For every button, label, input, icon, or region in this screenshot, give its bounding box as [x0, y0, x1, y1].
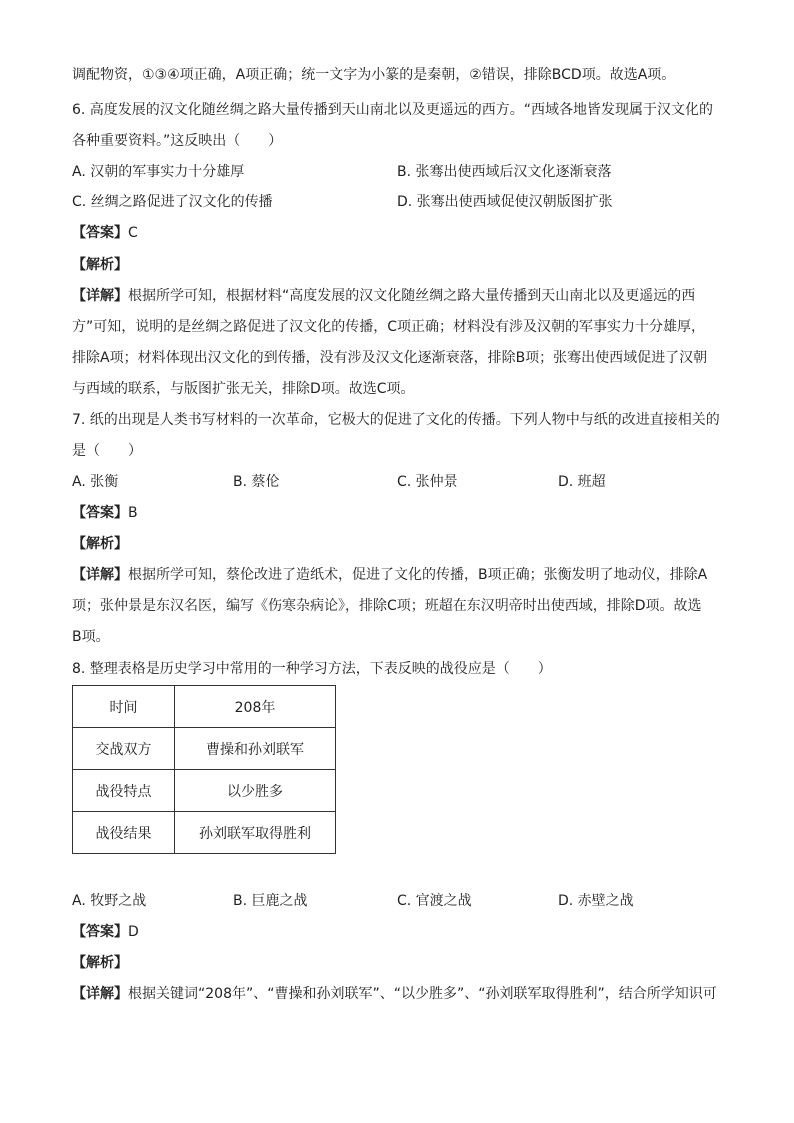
table-cell-value: 以少胜多	[175, 770, 336, 812]
q7-analysis-label: 【解析】	[72, 536, 128, 552]
q8-option-a: A. 牧野之战	[72, 893, 147, 909]
q8-option-b: B. 巨鹿之战	[233, 893, 308, 909]
q8-explanation-1	[72, 984, 717, 1004]
q6-option-b: B. 张骞出使西域后汉文化逐渐衰落	[397, 164, 612, 180]
detail-text: 根据所学可知，蔡伦改进了造纸术，促进了文化的传播，B项正确；张衡发明了地动仪，排除A	[128, 567, 708, 583]
table-cell-value: 孙刘联军取得胜利	[175, 812, 336, 854]
q7-explanation-3: B项。	[72, 629, 110, 645]
table-row	[73, 770, 336, 812]
table-row	[73, 728, 336, 770]
text-line: 调配物资，①③④项正确，A项正确；统一文字为小篆的是秦朝，②错误，排除BCD项。故选A项。	[72, 67, 676, 83]
q7-explanation-2: 项；张仲景是东汉名医，编写《伤寒杂病论》，排除C项；班超在东汉明帝时出使西域，排除D项。故选	[72, 598, 702, 614]
q8-analysis-label: 【解析】	[72, 955, 128, 971]
question-8-stem: 8. 整理表格是历史学习中常用的一种学习方法，下表反映的战役应是（ ）	[72, 661, 552, 677]
q6-explanation-4: 与西域的联系，与版图扩张无关，排除D项。故选C项。	[72, 381, 415, 397]
answer-value: B	[128, 505, 138, 521]
table-row	[73, 812, 336, 854]
q7-option-b: B. 蔡伦	[233, 474, 280, 490]
question-7-stem: 7. 纸的出现是人类书写材料的一次革命，它极大的促进了文化的传播。下列人物中与纸的改进直接相关的	[72, 412, 720, 428]
detail-label: 【详解】	[72, 288, 128, 304]
answer-value: C	[128, 225, 138, 241]
answer-label: 【答案】	[72, 225, 128, 241]
q8-option-d: D. 赤壁之战	[558, 893, 634, 909]
q8-answer	[72, 922, 139, 942]
q7-option-a: A. 张衡	[72, 474, 119, 490]
table-cell-key: 时间	[73, 686, 175, 728]
q6-explanation-2: 方”可知，说明的是丝绸之路促进了汉文化的传播，C项正确；材料没有涉及汉朝的军事实力十分雄厚，	[72, 319, 706, 335]
table-cell-key: 战役结果	[73, 812, 175, 854]
answer-label: 【答案】	[72, 924, 128, 940]
table-cell-value: 曹操和孙刘联军	[175, 728, 336, 770]
table-cell-value: 208年	[175, 686, 336, 728]
answer-value: D	[128, 924, 139, 940]
question-7-stem-cont: 是（ ）	[72, 443, 142, 459]
table-cell-key: 战役特点	[73, 770, 175, 812]
q6-answer	[72, 223, 138, 243]
answer-label: 【答案】	[72, 505, 128, 521]
detail-text: 根据关键词“208年”、“曹操和孙刘联军”、“以少胜多”、“孙刘联军取得胜利”，结合所学知识可	[128, 986, 717, 1002]
table-row	[73, 686, 336, 728]
q6-option-c: C. 丝绸之路促进了汉文化的传播	[72, 194, 273, 210]
q7-option-c: C. 张仲景	[397, 474, 458, 490]
battle-table	[72, 685, 336, 854]
q7-explanation-1	[72, 565, 707, 585]
q8-option-c: C. 官渡之战	[397, 893, 472, 909]
question-6-stem-cont: 各种重要资料。”这反映出（ ）	[72, 133, 283, 149]
detail-text: 根据所学可知，根据材料“高度发展的汉文化随丝绸之路大量传播到天山南北以及更遥远的西	[128, 288, 696, 304]
q6-explanation-3: 排除A项；材料体现出汉文化的到传播，没有涉及汉文化逐渐衰落，排除B项；张骞出使西域促进了汉朝	[72, 350, 708, 366]
q6-analysis-label: 【解析】	[72, 257, 128, 273]
q6-option-d: D. 张骞出使西域促使汉朝版图扩张	[397, 194, 613, 210]
q7-answer	[72, 503, 138, 523]
question-6-stem: 6. 高度发展的汉文化随丝绸之路大量传播到天山南北以及更遥远的西方。“西域各地皆发现属于汉文化的	[72, 102, 714, 118]
detail-label: 【详解】	[72, 567, 128, 583]
detail-label: 【详解】	[72, 986, 128, 1002]
q6-option-a: A. 汉朝的军事实力十分雄厚	[72, 164, 245, 180]
q6-explanation-1	[72, 286, 695, 306]
q7-option-d: D. 班超	[558, 474, 606, 490]
table-cell-key: 交战双方	[73, 728, 175, 770]
